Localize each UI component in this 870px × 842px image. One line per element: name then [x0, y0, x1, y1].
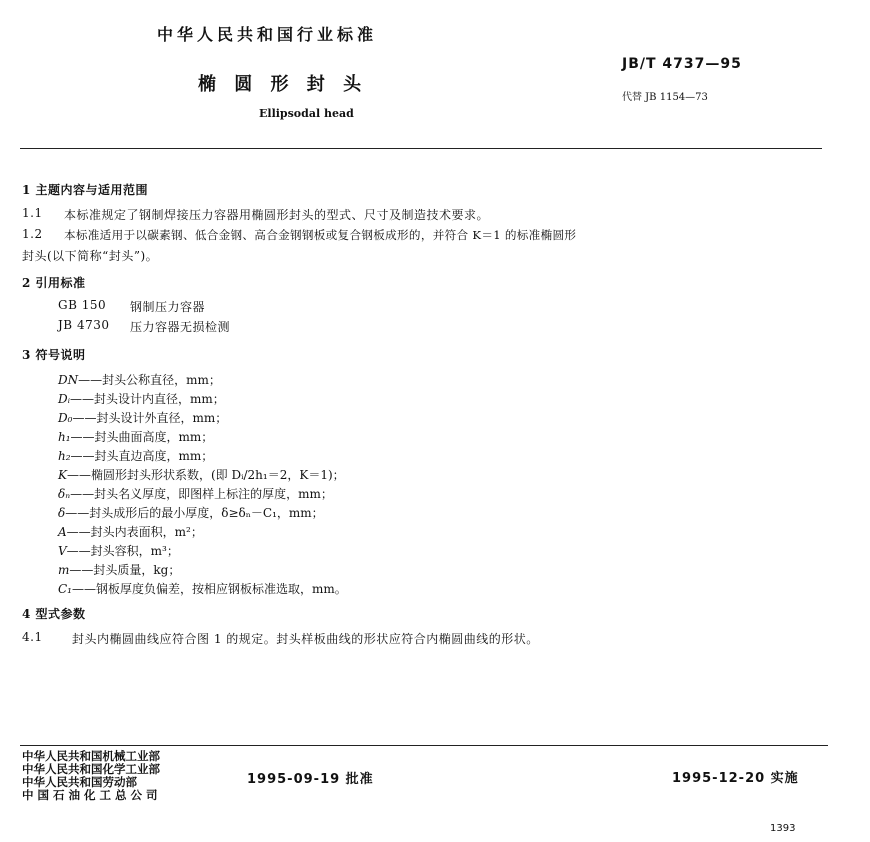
symbol-desc: ——封头设计内直径，mm； [70, 392, 225, 406]
symbol-name: δ [58, 506, 66, 520]
issuing-org: 中 国 石 油 化 工 总 公 司 [22, 788, 158, 802]
symbol-desc: ——封头质量，kg； [69, 563, 181, 577]
section-4-heading: 4 型式参数 [22, 607, 86, 621]
symbol-name: m [58, 563, 70, 577]
symbol-name: C₁ [58, 582, 72, 596]
issuing-org: 中华人民共和国劳动部 [22, 775, 137, 789]
ref-name: 钢制压力容器 [130, 300, 206, 314]
symbol-desc: ——封头直边高度，mm； [70, 449, 214, 463]
symbol-name: A [58, 525, 67, 539]
symbol-name: DN [58, 373, 79, 387]
clause-1-1-number: 1.1 [22, 206, 43, 220]
standard-number: JB/T 4737—95 [622, 56, 742, 72]
section-1-heading: 1 主题内容与适用范围 [22, 183, 149, 197]
symbol-name: D₀ [58, 411, 73, 425]
replaces-note: 代替 JB 1154—73 [622, 92, 708, 103]
page-number: 1393 [770, 823, 796, 834]
symbol-item [58, 390, 225, 407]
section-3-heading: 3 符号说明 [22, 348, 86, 362]
symbol-name: h₁ [58, 430, 71, 444]
clause-1-1-text: 本标准规定了钢制焊接压力容器用椭圆形封头的型式、尺寸及制造技术要求。 [64, 208, 490, 222]
symbol-desc: ——封头成形后的最小厚度，δ≥δₙ－C₁，mm； [65, 506, 324, 520]
clause-4-1-number: 4.1 [22, 630, 43, 644]
footer-divider [20, 745, 828, 746]
clause-1-2-number: 1.2 [22, 227, 43, 241]
symbol-item [58, 580, 347, 597]
clause-4-1-text: 封头内椭圆曲线应符合图 1 的规定。封头样板曲线的形状应符合内椭圆曲线的形状。 [72, 632, 539, 646]
clause-1-2-text-cont: 封头(以下简称“封头”)。 [22, 249, 159, 263]
symbol-name: Dᵢ [58, 392, 71, 406]
symbol-item [58, 428, 213, 445]
symbol-item [58, 409, 227, 426]
symbol-item [58, 523, 203, 540]
issuing-org: 中华人民共和国机械工业部 [22, 749, 160, 763]
symbol-desc: ——椭圆形封头形状系数，(即 Dᵢ/2h₁＝2，K＝1)； [66, 468, 345, 482]
section-2-heading: 2 引用标准 [22, 276, 86, 290]
symbol-item [58, 371, 221, 388]
symbol-name: h₂ [58, 449, 71, 463]
symbol-name: K [58, 468, 67, 482]
approval-date: 1995-09-19 批准 [247, 772, 374, 787]
ref-name: 压力容器无损检测 [130, 320, 231, 334]
symbol-item [58, 542, 179, 559]
symbol-item [58, 561, 180, 578]
title-english: Ellipsodal head [259, 107, 354, 120]
symbol-desc: ——封头公称直径，mm； [78, 373, 221, 387]
issuing-orgs [22, 750, 160, 802]
header-divider [20, 148, 822, 149]
symbol-item [58, 466, 345, 483]
symbol-desc: ——封头容积，m³； [66, 544, 179, 558]
org-title: 中华人民共和国行业标准 [157, 25, 378, 44]
symbol-item [58, 504, 324, 521]
symbol-desc: ——钢板厚度负偏差，按相应钢板标准选取，mm。 [72, 582, 347, 596]
symbol-name: δₙ [58, 487, 71, 501]
symbol-desc: ——封头设计外直径，mm； [72, 411, 228, 425]
title-chinese: 椭 圆 形 封 头 [198, 74, 368, 95]
symbol-desc: ——封头名义厚度，即图样上标注的厚度，mm； [70, 487, 333, 501]
symbol-name: V [58, 544, 67, 558]
symbol-desc: ——封头曲面高度，mm； [70, 430, 214, 444]
ref-code: GB 150 [58, 298, 107, 312]
issuing-org: 中华人民共和国化学工业部 [22, 762, 160, 776]
symbol-desc: ——封头内表面积，m²； [66, 525, 203, 539]
clause-1-2-text: 本标准适用于以碳素钢、低合金钢、高合金钢钢板或复合钢板成形的，并符合 K＝1 的标准椭圆形 [64, 228, 577, 242]
symbol-item [58, 447, 213, 464]
ref-code: JB 4730 [58, 318, 110, 332]
implementation-date: 1995-12-20 实施 [672, 771, 799, 786]
symbol-item [58, 485, 333, 502]
